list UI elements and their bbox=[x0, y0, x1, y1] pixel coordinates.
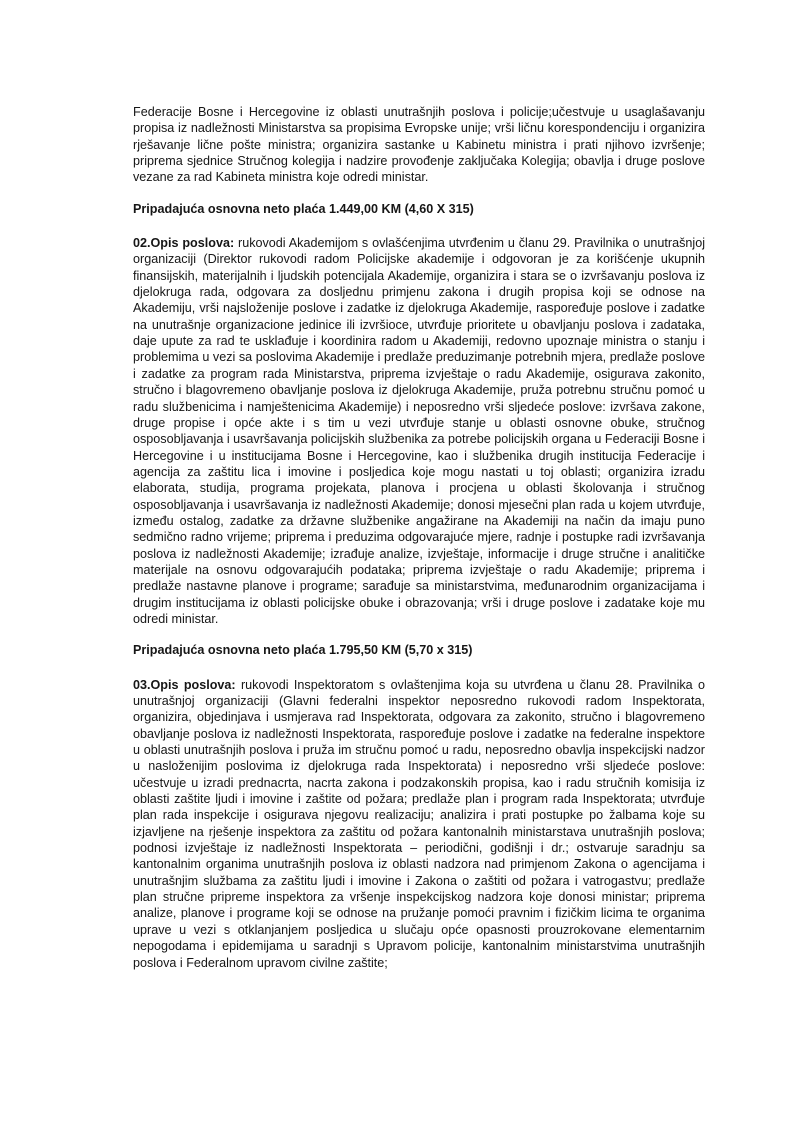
section-03-paragraph bbox=[133, 677, 705, 971]
document-body bbox=[133, 104, 705, 971]
salary-line-1: Pripadajuća osnovna neto plaća 1.449,00 KM (4,60 X 315) bbox=[133, 201, 474, 216]
section-03-heading: 03.Opis poslova: bbox=[133, 677, 236, 692]
section-02-body: rukovodi Akademijom s ovlašćenjima utvrđenim u članu 29. Pravilnika o unutrašnjoj organizaciji (Direktor rukovodi radom Policijske akademije i odgovoran je za korišćenje ukupnih finansijskih, materijalnih i ljudskih potencijala Akademije, organizira i stara se o izvršavanju poslova iz djelokruga rada, odgovara za dosljednu primjenu zakona i drugih propisa koji se odnose na Akademiju, vrši najsloženije poslove i zadatke iz djelokruga Akademije, raspoređuje poslove i zadatke na unutrašnje organizacione jedinice ili izvršioce, utvrđuje prioritete u obavljanju poslova i zadataka, daje upute za rad te usklađuje i koordinira radom u Akademiji, redovno upoznaje ministra o stanju i problemima u vezi sa poslovima Akademije i predlaže preduzimanje potrebnih mjera, predlaže poslove i zadatke za program rada Ministarstva, priprema izvještaje o radu Akademije, osigurava zakonito, stručno i blagovremeno obavljanje poslova iz djelokruga Akademije, pruža potrebnu stručnu pomoć u radu službenicima i namještenicima Akademije) i neposredno vrši sljedeće poslove: izvršava zakone, druge propise i opće akte i s tim u vezi utvrđuje stanje u oblasti osnovne obuke, stručnog osposobljavanja i usavršavanja policijskih službenika za potrebe policijskih organa u Federaciji Bosne i Hercegovine i u institucijama Bosne i Hercegovine, kao i službenika drugih institucija Federacije i agencija za zaštitu lica i imovine i posljedica koje mogu nastati u toj oblasti; organizira izradu elaborata, studija, programa projekata, planova i procjena u oblasti školovanja i stručnog osposobljavanja i usavršavanja iz nadležnosti Akademije; donosi mjesečni plan rada u kojem utvrđuje, između ostalog, zadatke za državne službenike angažirane na Akademiji na način da imaju puno sedmično radno vrijeme; priprema i preduzima odgovarajuće mjere, radnje i postupke radi izvršavanja poslova iz nadležnosti Akademije; izrađuje analize, izvještaje, informacije i druge stručne i analitičke materijale na osnovu odgovarajućih podataka; priprema izvještaje o radu Akademije; priprema i predlaže nastavne planove i programe; sarađuje sa ministarstvima, međunarodnim organizacijama i drugim institucijama iz oblasti policijske obuke i obrazovanja; vrši i druge poslove i zadatake koje mu odredi ministar. bbox=[133, 236, 705, 626]
salary-line-2: Pripadajuća osnovna neto plaća 1.795,50 KM (5,70 x 315) bbox=[133, 643, 473, 658]
intro-paragraph: Federacije Bosne i Hercegovine iz oblasti unutrašnjih poslova i policije;učestvuje u usaglašavanju propisa iz nadležnosti Ministarstva sa propisima Evropske unije; vrši ličnu korespondenciju i organizira rješavanje lične pošte ministra; organizira sastanke u Kabinetu ministra i prati njihovo izvršenje; priprema sjednice Stručnog kolegija i nadzire provođenje zaključaka Kolegija; obavlja i druge poslove vezane za rad Kabineta ministra koje odredi ministar. bbox=[133, 105, 705, 185]
section-03-body: rukovodi Inspektoratom s ovlaštenjima koja su utvrđena u članu 28. Pravilnika o unutrašnjoj organizaciji (Glavni federalni inspektor neposredno rukovodi radom Inspektorata, organizira, objedinjava i usmjerava rad Inspektorata, odgovara za zakonito, stručno i blagovremeno obavljanje poslova iz nadležnosti Inspektorata, raspoređuje poslove i zadatke na federalne inspektore u oblasti unutrašnjih poslova i pruža im stručnu pomoć u radu, neposredno obavlja inspekcijski nadzor u nasloženijim poslovima iz djelokruga rada Inspektorata) i neposredno vrši sljedeće poslove: učestvuje u izradi prednacrta, nacrta zakona i podzakonskih propisa, kao i radu stručnih komisija iz oblasti zaštite ljudi i imovine i zaštite od požara; predlaže plan i program rada Inspektorata; utvrđuje plan rada inspekcije i osigurava njegovu realizaciju; analizira i prati postupke po žalbama koje su izjavljene na rješenje inspektora za zaštitu od požara kantonalnih ministarstava unutrašnjih poslova; podnosi izvještaje iz nadležnosti Inspektorata – periodični, godišnji i dr.; ostvaruje saradnju sa kantonalnim organima unutrašnjih poslova iz oblasti nadzora nad primjenom Zakona o agencijama i unutrašnjim službama za zaštitu ljudi i imovine i Zakona o zaštiti od požara i vatrogastvu; predlaže plan stručne pripreme inspektora za vršenje inspekcijskog nadzora koje donosi ministar; priprema analize, planove i programe koji se odnose na pružanje pomoći pravnim i fizičkim licima te organima uprave u vezi s otklanjanjem posljedica u slučaju opće opasnosti prouzrokovane elementarnim nepogodama i epidemijama u saradnji s Upravom policije, kantonalnim ministarstvima unutrašnjih poslova i Federalnom upravom civilne zaštite; bbox=[133, 677, 706, 970]
section-02-heading: 02.Opis poslova: bbox=[133, 236, 235, 251]
section-02-paragraph bbox=[133, 235, 705, 627]
